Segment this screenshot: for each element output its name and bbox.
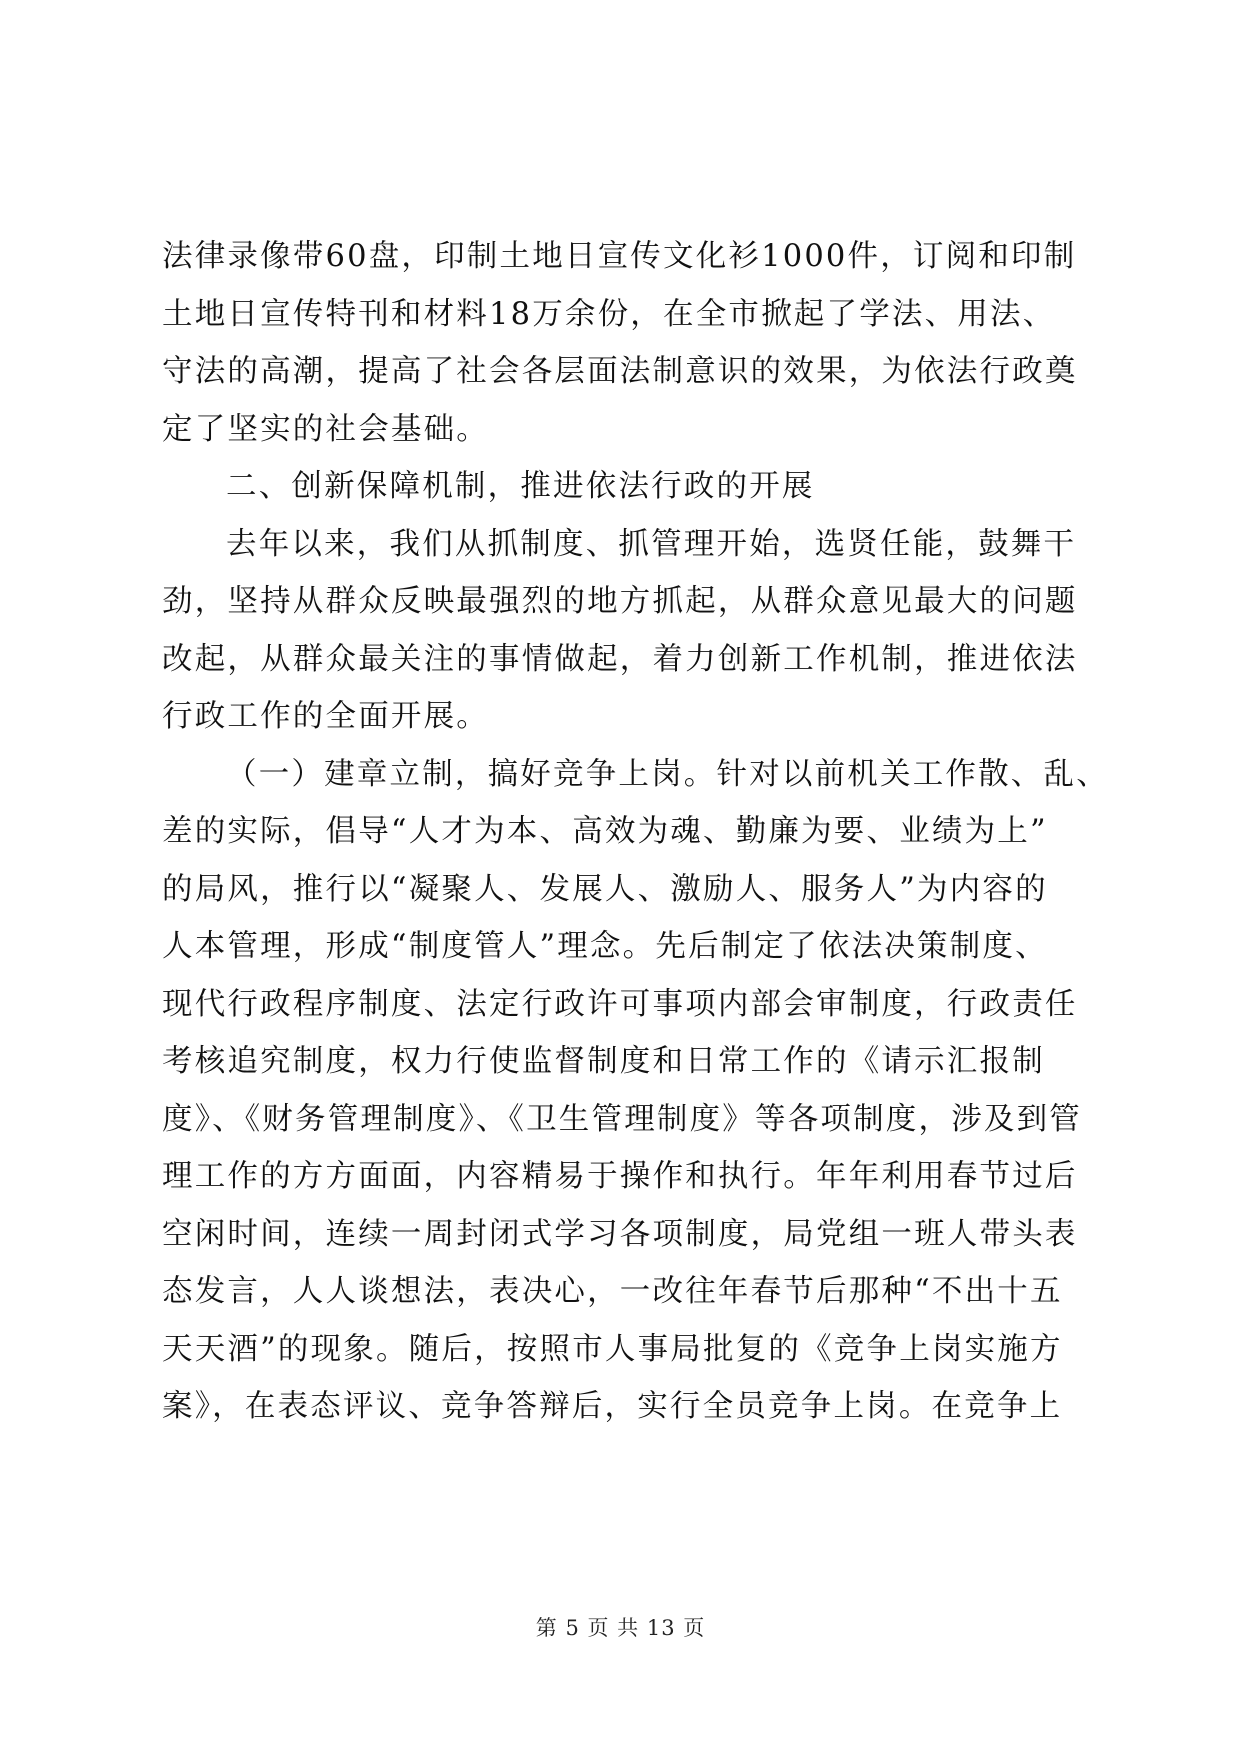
text-line: 理工作的方方面面，内容精易于操作和执行。年年利用春节过后 [162,1159,1078,1194]
page-footer [0,1612,1241,1642]
text-line: 考核追究制度，权力行使监督制度和日常工作的《请示汇报制 [162,1044,1045,1079]
text-line: 案》，在表态评议、竞争答辩后，实行全员竞争上岗。在竞争上 [162,1389,1063,1424]
text-line: 空闲时间，连续一周封闭式学习各项制度，局党组一班人带头表 [162,1216,1078,1252]
text-line: 态发言，人人谈想法，表决心，一改往年春节后那种“不出十五 [162,1274,1063,1309]
subsection-heading-line: （一）建章立制，搞好竞争上岗。针对以前机关工作散、乱、 [226,756,1109,792]
text-line: 天天酒”的现象。随后，按照市人事局批复的《竞争上岗实施方 [162,1331,1063,1367]
text-line: 法律录像带60盘，印制土地日宣传文化衫1000件，订阅和印制 [162,239,1077,274]
text-line: 土地日宣传特刊和材料18万余份，在全市掀起了学法、用法、 [162,296,1056,332]
text-line: 改起，从群众最关注的事情做起，着力创新工作机制，推进依法 [162,641,1078,677]
text-line: 差的实际，倡导“人才为本、高效为魂、勤廉为要、业绩为上” [162,814,1048,849]
text-line: 去年以来，我们从抓制度、抓管理开始，选贤任能，鼓舞干 [226,526,1077,562]
text-line: 人本管理，形成“制度管人”理念。先后制定了依法决策制度、 [162,929,1048,964]
text-line: 的局风，推行以“凝聚人、发展人、激励人、服务人”为内容的 [162,871,1048,907]
text-line: 行政工作的全面开展。 [162,699,489,734]
text-line: 守法的高潮，提高了社会各层面法制意识的效果，为依法行政奠 [162,354,1078,389]
text-line: 度》、《财务管理制度》、《卫生管理制度》等各项制度，涉及到管 [162,1101,1082,1137]
document-body [162,228,1109,1436]
text-line: 现代行政程序制度、法定行政许可事项内部会审制度，行政责任 [162,986,1078,1022]
text-line: 劲，坚持从群众反映最强烈的地方抓起，从群众意见最大的问题 [162,584,1078,619]
section-heading: 二、创新保障机制，推进依法行政的开展 [226,469,815,504]
page-number-label: 第 5 页 共 13 页 [535,1616,706,1640]
text-line: 定了坚实的社会基础。 [162,411,489,447]
